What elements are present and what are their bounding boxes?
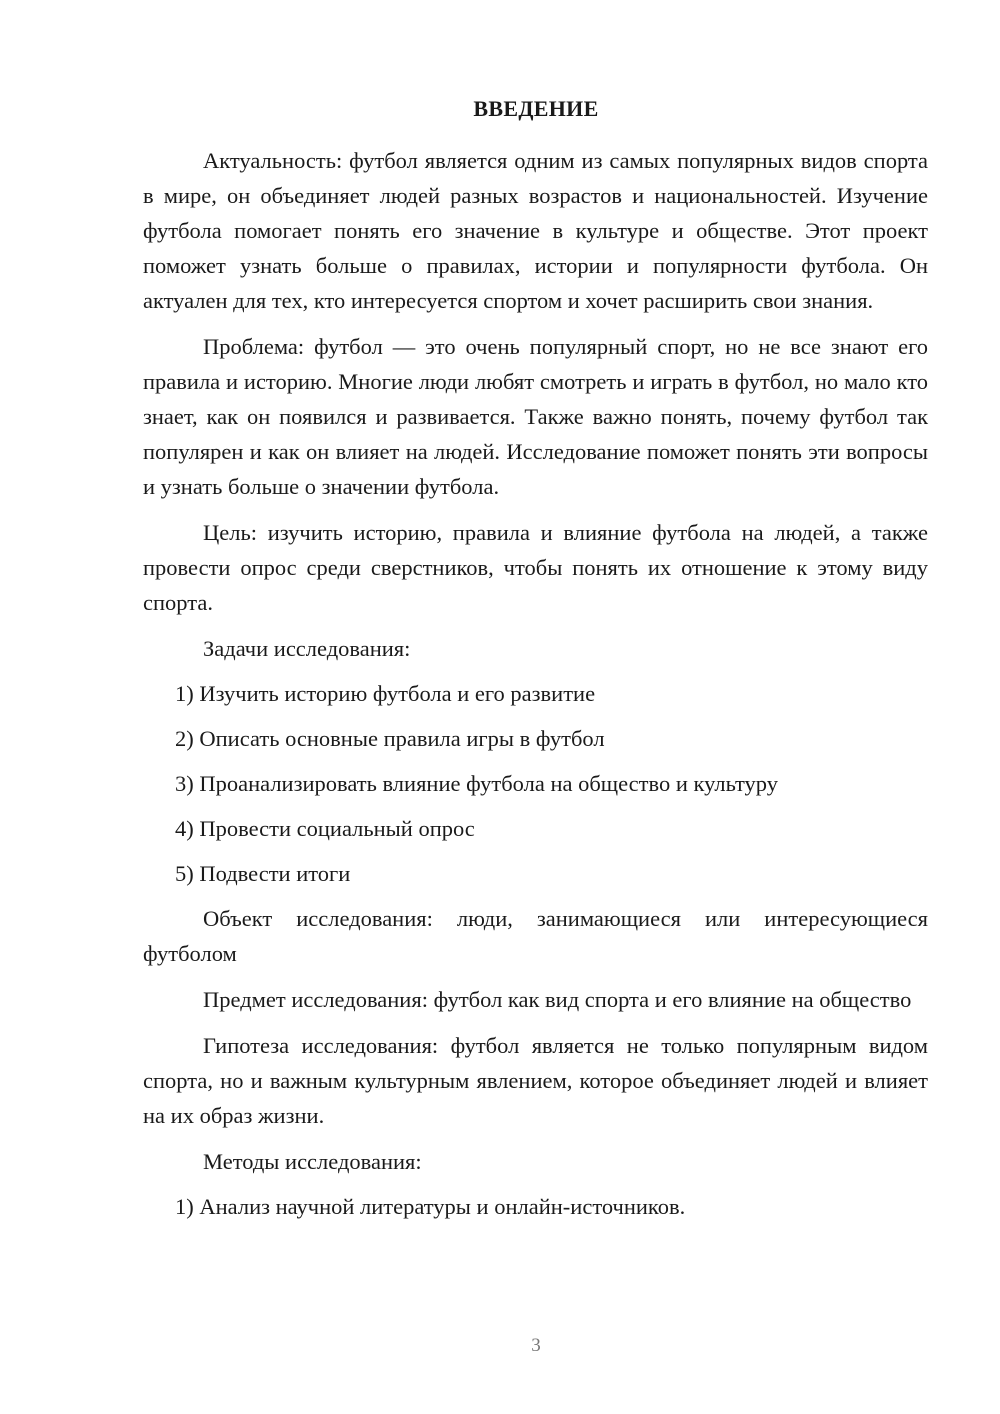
methods-heading: Методы исследования: — [203, 1149, 422, 1174]
tasks-heading: Задачи исследования: — [203, 636, 411, 661]
list-item: 4) Провести социальный опрос — [175, 816, 475, 841]
subject-paragraph: Предмет исследования: футбол как вид спорта и его влияние на общество — [203, 987, 912, 1012]
hypothesis-paragraph: Гипотеза исследования: футбол является не только популярным видом спорта, но и важным культурным явлением, которое объединяет людей и влияет на их образ жизни. — [143, 1033, 928, 1128]
object-paragraph: Объект исследования: люди, занимающиеся или интересующиеся футболом — [143, 906, 928, 966]
list-item: 5) Подвести итоги — [175, 861, 351, 886]
document-body — [143, 143, 928, 1234]
page-number: 3 — [531, 1335, 541, 1356]
relevance-paragraph: Актуальность: футбол является одним из самых популярных видов спорта в мире, он объединяет людей разных возрастов и национальностей. Изучение футбола помогает понять его значение в культуре и обществе. Этот проект поможет узнать больше о правилах, истории и популярности футбола. Он актуален для тех, кто интересуется спортом и хочет расширить свои знания. — [143, 148, 928, 313]
goal-paragraph: Цель: изучить историю, правила и влияние футбола на людей, а также провести опрос среди сверстников, чтобы понять их отношение к этому виду спорта. — [143, 520, 928, 615]
list-item: 1) Изучить историю футбола и его развитие — [175, 681, 596, 706]
problem-paragraph: Проблема: футбол — это очень популярный спорт, но не все знают его правила и историю. Многие люди любят смотреть и играть в футбол, но мало кто знает, как он появился и развивается. Также важно понять, почему футбол так популярен и как он влияет на людей. Исследование поможет понять эти вопросы и узнать больше о значении футбола. — [143, 334, 928, 499]
list-item: 1) Анализ научной литературы и онлайн-источников. — [175, 1194, 686, 1219]
page-title: ВВЕДЕНИЕ — [473, 96, 599, 121]
list-item: 2) Описать основные правила игры в футбол — [175, 726, 605, 751]
list-item: 3) Проанализировать влияние футбола на общество и культуру — [175, 771, 779, 796]
tasks-list — [143, 676, 928, 891]
methods-list — [143, 1189, 928, 1224]
